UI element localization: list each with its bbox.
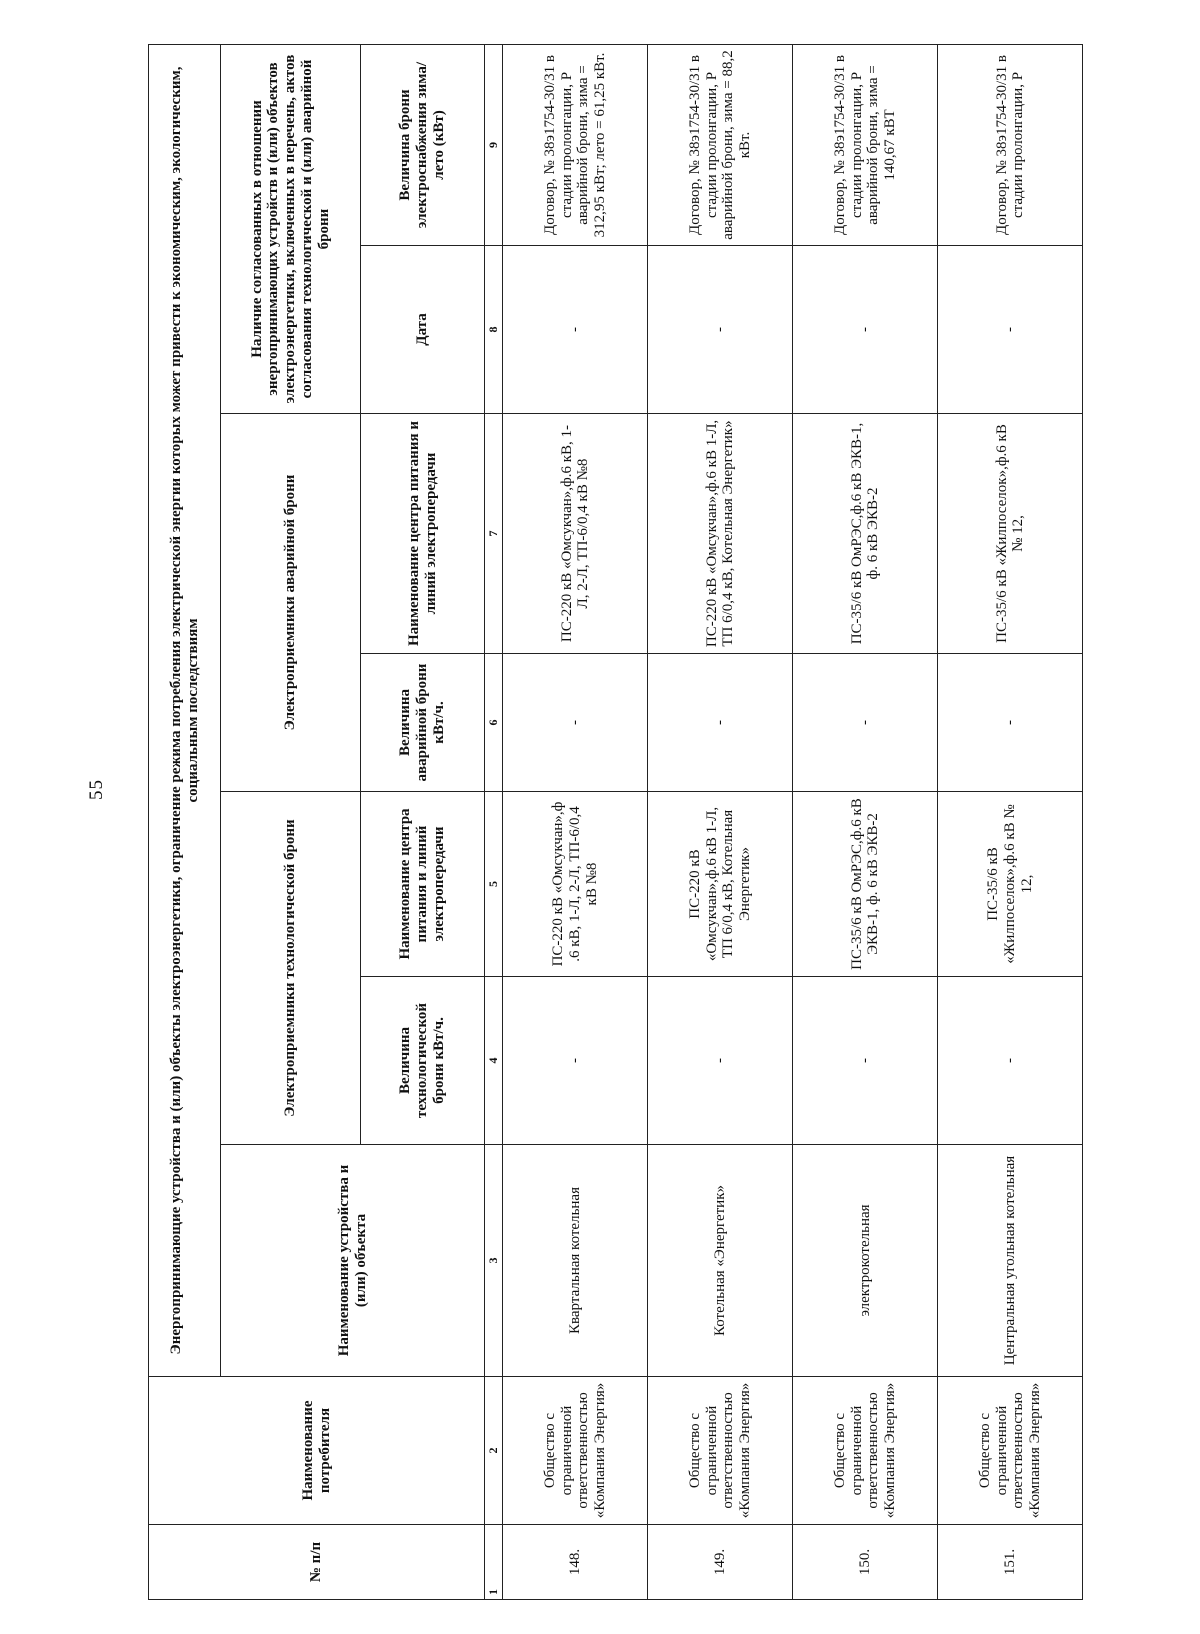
tech-power-center: ПС-35/6 кВ «Жилпоселок»,ф.6 кВ № 12, — [938, 792, 1083, 977]
tech-reserve-value: - — [793, 977, 938, 1145]
row-number: 151. — [938, 1525, 1083, 1600]
header-tech-reserve-value: Величина технологической брони кВт/ч. — [361, 977, 485, 1145]
tech-power-center: ПС-220 кВ «Омсукчан»,ф .6 кВ, 1-Л, 2-Л, ТП-6/0,4 кВ №8 — [503, 792, 648, 977]
column-number: 7 — [485, 414, 503, 654]
tech-reserve-value: - — [938, 977, 1083, 1145]
emergency-reserve-value: - — [938, 654, 1083, 792]
reserve-amount: Договор, № 38э1754-30/31 в стадии пролонгации, Р — [938, 44, 1083, 245]
header-consumer-name: Наименование потребителя — [149, 1377, 485, 1525]
header-emergency-power-center: Наименование центра питания и линий электропередачи — [361, 414, 485, 654]
header-row-number: № п/п — [149, 1525, 485, 1600]
emergency-reserve-value: - — [503, 654, 648, 792]
page-number: 55 — [86, 779, 107, 800]
reserve-amount: Договор, № 38э1754-30/31 в стадии пролонгации, Р аварийной брони, зима = 312,95 кВт; лето = 61,25 кВт. — [503, 44, 648, 245]
reserve-amount: Договор, № 38э1754-30/31 в стадии пролонгации, Р аварийной брони, зима = 88,2 кВт. — [648, 44, 793, 245]
critical-consumers-table — [148, 44, 1083, 1600]
header-emergency-reserve-group: Электроприемники аварийной брони — [221, 414, 361, 792]
agreement-date: - — [938, 246, 1083, 414]
column-number: 3 — [485, 1145, 503, 1377]
table-row — [503, 44, 648, 1599]
tech-reserve-value: - — [648, 977, 793, 1145]
column-numbers-row — [485, 44, 503, 1599]
column-number: 1 — [485, 1525, 503, 1600]
tech-power-center: ПС-220 кВ «Омсукчан»,ф.6 кВ 1-Л, ТП 6/0,4 кВ, Котельная Энергетик» — [648, 792, 793, 977]
column-number: 9 — [485, 44, 503, 245]
emergency-power-center: ПС-220 кВ «Омсукчан»,ф.6 кВ, 1-Л, 2-Л, ТП-6/0,4 кВ №8 — [503, 414, 648, 654]
header-tech-reserve-group: Электроприемники технологической брони — [221, 792, 361, 1145]
rotated-page-content — [148, 45, 1064, 1600]
agreement-date: - — [503, 246, 648, 414]
header-agreement-group: Наличие согласованных в отношении энергопринимающих устройств и (или) объектов электроэнергетики, включенных в перечень, актов согласования технологической и (или) аварийной брони — [221, 44, 361, 413]
row-number: 150. — [793, 1525, 938, 1600]
object-name: Центральная угольная котельная — [938, 1145, 1083, 1377]
emergency-reserve-value: - — [648, 654, 793, 792]
row-number: 149. — [648, 1525, 793, 1600]
column-number: 5 — [485, 792, 503, 977]
agreement-date: - — [793, 246, 938, 414]
consumer-name: Общество с ограниченной ответственностью «Компания Энергия» — [793, 1377, 938, 1525]
column-number: 4 — [485, 977, 503, 1145]
header-reserve-amount: Величина брони электроснабжения зима/лето (кВт) — [361, 44, 485, 245]
header-group-caption: Энергопринимающие устройства и (или) объекты электроэнергетики, ограничение режима потребления электрической энергии которых может привести к экономическим, экологическим, социальным последствиям — [149, 44, 221, 1376]
object-name: электрокотельная — [793, 1145, 938, 1377]
header-tech-power-center: Наименование центра питания и линий электропередачи — [361, 792, 485, 977]
column-number: 8 — [485, 246, 503, 414]
object-name: Котельная «Энергетик» — [648, 1145, 793, 1377]
agreement-date: - — [648, 246, 793, 414]
object-name: Квартальная котельная — [503, 1145, 648, 1377]
reserve-amount: Договор, № 38э1754-30/31 в стадии пролонгации, Р аварийной брони, зима = 140,67 кВТ — [793, 44, 938, 245]
column-number: 2 — [485, 1377, 503, 1525]
tech-reserve-value: - — [503, 977, 648, 1145]
table-row — [793, 44, 938, 1599]
table-row — [938, 44, 1083, 1599]
emergency-power-center: ПС-220 кВ «Омсукчан»,ф.6 кВ 1-Л, ТП 6/0,4 кВ, Котельная Энергетик» — [648, 414, 793, 654]
consumer-name: Общество с ограниченной ответственностью «Компания Энергия» — [503, 1377, 648, 1525]
tech-power-center: ПС-35/6 кВ ОмРЭС,ф.6 кВ ЭКВ-1, ф. 6 кВ ЭКВ-2 — [793, 792, 938, 977]
table-row — [648, 44, 793, 1599]
header-date: Дата — [361, 246, 485, 414]
emergency-reserve-value: - — [793, 654, 938, 792]
emergency-power-center: ПС-35/6 кВ ОмРЭС,ф.6 кВ ЭКВ-1, ф. 6 кВ ЭКВ-2 — [793, 414, 938, 654]
column-number: 6 — [485, 654, 503, 792]
row-number: 148. — [503, 1525, 648, 1600]
consumer-name: Общество с ограниченной ответственностью «Компания Энергия» — [648, 1377, 793, 1525]
header-object-name: Наименование устройства и (или) объекта — [221, 1145, 485, 1377]
header-emergency-reserve-value: Величина аварийной брони кВт/ч. — [361, 654, 485, 792]
consumer-name: Общество с ограниченной ответственностью «Компания Энергия» — [938, 1377, 1083, 1525]
emergency-power-center: ПС-35/6 кВ «Жилпоселок»,ф.6 кВ № 12, — [938, 414, 1083, 654]
